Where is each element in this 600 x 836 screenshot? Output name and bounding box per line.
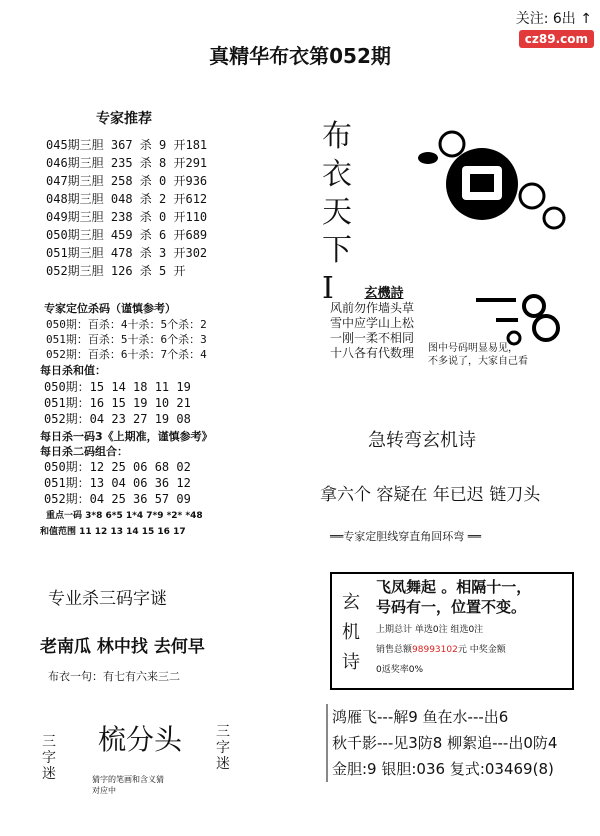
poem-line: 一刚一柔不相同 [330,331,415,345]
vert-char: 字 [42,750,56,766]
sum-kill-row: 050期：15 14 18 11 19 [44,380,191,394]
position-kill-row: 052期：百杀：6十杀：7个杀：4 [46,348,207,361]
key-kill-line: 重点一码 3*8 6*5 1*4 7*9 *2* *48 [46,511,203,521]
stack-char: 布 [322,119,352,154]
vert-char: 迷 [42,766,56,782]
poem-line: 风前勿作墙头草 [330,301,415,315]
sum-kill-row: 052期：04 23 27 19 08 [44,412,191,426]
image-tip [428,342,528,368]
riddle-vertical-right [216,724,230,772]
poem-line: 十八各有代数理 [330,346,415,360]
vert-char: 三 [42,734,56,750]
history-row: 051期三胆 478 杀 3 开302 [46,246,208,260]
stack-char: 天 [322,195,352,230]
page-title: 真精华布衣第052期 [209,44,391,68]
stack-char: I [322,271,334,306]
kill-riddle-title: 专业杀三码字谜 [48,589,167,609]
stat-line [376,642,506,655]
history-row: 047期三胆 258 杀 0 开936 [46,174,208,188]
two-kill-row: 050期：12 25 06 68 02 [44,460,191,474]
history-row: 046期三胆 235 杀 8 开291 [46,156,208,170]
sum-kill-row: 051期：16 15 19 10 21 [44,396,191,410]
xuanji-box [330,572,574,690]
poem-line: 雪中应学山上松 [330,316,415,330]
xuanji-line: 号码有一，位置不变。 [376,598,527,616]
kill-riddle-line: 老南瓜 林中找 去何早 [40,637,205,657]
xuanji-line: 飞凤舞起 。相隔十一， [376,578,532,596]
riddle-poem-line: 拿六个 容疑在 年已迟 链刀头 [320,485,541,505]
bottom-line: 金胆:9 银胆:036 复式:03469(8) [332,760,554,778]
position-kill-row: 051期：百杀：5十杀：6个杀：3 [46,333,207,346]
caption-line: 猜字的笔画和含义猜 [92,775,164,784]
stack-char: 下 [322,233,352,268]
riddle-word: 梳分头 [98,723,183,756]
bottom-line: 鸿雁飞---解9 鱼在水---出6 [332,708,509,726]
stat-amount: 98993102 [412,645,458,655]
poem-title: 玄機詩 [364,286,404,301]
sum-kill-heading: 每日杀和值： [40,364,106,377]
expert-heading: 专家推荐 [96,111,152,127]
poem-block [330,286,438,361]
numbers-sketch [468,288,568,348]
xuanji-char: 玄 [342,592,360,613]
stat-label: 销售总额 [376,645,413,655]
history-row: 045期三胆 367 杀 9 开181 [46,138,208,152]
two-kill-heading: 每日杀二码组合： [40,445,128,458]
stat-suffix: 元 中奖金额 [457,645,506,655]
history-row: 050期三胆 459 杀 6 开689 [46,228,208,242]
expert-banner: ══专家定胆线穿直角回环弯 ══ [330,530,481,543]
stack-char: 衣 [322,157,352,192]
stat-line: 0返奖率0% [376,665,424,675]
stat-line: 上期总计 单选0注 组选0注 [376,625,484,635]
corner-note: 关注: 6出 ↑ [515,11,592,27]
coins-illustration [408,122,568,232]
tip-line: 不多说了，大家自己看 [428,356,528,367]
riddle-vertical-left [42,734,56,782]
two-kill-row: 052期：04 25 36 57 09 [44,492,191,506]
two-kill-row: 051期：13 04 06 36 12 [44,476,191,490]
vert-char: 三 [216,724,230,740]
buyi-sentence: 布衣一句：有七有六来三二 [48,670,180,683]
position-kill-row: 050期：百杀：4十杀：5个杀：2 [46,318,207,331]
one-kill-heading: 每日杀一码3《上期准，谨慎参考》 [40,430,213,443]
tip-line: 图中号码明显易见， [428,343,518,354]
position-kill-heading: 专家定位杀码（谨慎参考） [44,302,176,315]
sum-range-line: 和值范围 11 12 13 14 15 16 17 [40,527,186,537]
watermark-logo: cz89.com [519,30,594,48]
bottom-riddle-block [326,704,562,782]
xuanji-char: 诗 [342,652,360,673]
vert-char: 迷 [216,756,230,772]
history-row: 048期三胆 048 杀 2 开612 [46,192,208,206]
buyi-title-stack [322,118,352,308]
xuanji-char: 机 [342,622,360,643]
caption-line: 对应中 [92,786,116,795]
history-row: 049期三胆 238 杀 0 开110 [46,210,208,224]
riddle-poem-title: 急转弯玄机诗 [368,430,476,451]
riddle-caption [92,774,164,796]
history-row: 052期三胆 126 杀 5 开 [46,264,186,278]
vert-char: 字 [216,740,230,756]
bottom-line: 秋千影---见3防8 柳絮追---出0防4 [332,734,558,752]
